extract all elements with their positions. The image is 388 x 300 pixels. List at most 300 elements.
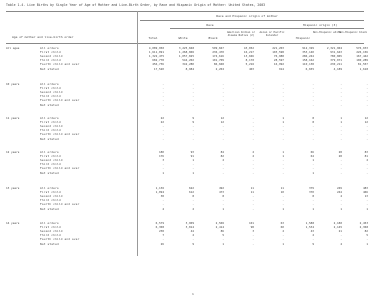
row-label: Second child	[40, 158, 63, 163]
table-cell: -	[282, 162, 284, 167]
table-cell: -	[340, 237, 342, 242]
table-cell: -	[222, 90, 224, 95]
table-cell: 86	[220, 229, 224, 234]
table-cell: 13,046	[243, 54, 254, 59]
table-cell: 43,052	[243, 46, 254, 50]
table-cell: -	[192, 162, 194, 167]
table-cell: -	[366, 86, 368, 91]
table-cell: -	[192, 102, 194, 107]
table-cell: 8	[312, 120, 314, 125]
table-cell: 244	[336, 190, 342, 195]
table-cell: 2,414	[215, 225, 224, 230]
table-top-rule	[6, 11, 364, 12]
table-cell: -	[340, 198, 342, 203]
table-cell: -	[366, 162, 368, 167]
table-cell: 1	[282, 154, 284, 159]
table-cell: 16,992	[273, 62, 284, 67]
table-cell: -	[192, 198, 194, 203]
table-cell: -	[312, 162, 314, 167]
table-cell: 110,138	[302, 62, 314, 67]
table-cell: -	[282, 124, 284, 129]
table-cell: -	[222, 128, 224, 133]
row-label: All orders	[40, 221, 59, 225]
table-cell: -	[340, 136, 342, 141]
table-cell: -	[252, 194, 254, 199]
table-cell: 2	[252, 154, 254, 159]
table-cell: 100,289	[356, 58, 368, 63]
table-cell: -	[222, 198, 224, 203]
table-cell: -	[252, 132, 254, 137]
table-cell: 599,847	[212, 46, 224, 50]
table-cell: 6,308	[155, 225, 164, 230]
table-cell: -	[366, 94, 368, 99]
table-cell: -	[282, 166, 284, 171]
table-cell: 1	[312, 170, 314, 175]
table-cell: 81,557	[357, 62, 368, 67]
table-cell: 8,984	[185, 66, 194, 71]
col-header-black: Black	[208, 36, 218, 40]
table-cell: -	[252, 166, 254, 171]
table-cell: 483	[362, 186, 368, 190]
table-cell: 931,643	[330, 50, 342, 55]
group-header-rule	[140, 20, 364, 21]
table-cell: 226,156	[356, 50, 368, 55]
table-cell: 1,057,825	[178, 54, 194, 59]
table-cell: -	[366, 136, 368, 141]
row-label: First child	[40, 50, 61, 55]
table-cell: 6,579	[155, 221, 164, 225]
table-cell: 456,736	[152, 62, 164, 67]
row-label: Not stated	[40, 206, 59, 211]
table-cell: -	[252, 94, 254, 99]
table-cell: -	[222, 170, 224, 175]
table-cell: -	[222, 237, 224, 242]
table-cell: 1	[340, 116, 342, 120]
page-number: 1	[192, 292, 194, 296]
table-cell: 11	[280, 186, 284, 190]
table-cell: 86,848	[213, 62, 224, 67]
col-header-total: Total	[148, 36, 158, 40]
table-cell: 3,909	[185, 221, 194, 225]
table-cell: -	[282, 94, 284, 99]
table-cell: -	[252, 86, 254, 91]
col-header-non-hispanic-white: Non-Hispanic white	[312, 31, 342, 34]
table-cell: -	[252, 128, 254, 133]
table-cell: -	[282, 158, 284, 163]
table-cell: 353,140	[302, 50, 314, 55]
table-cell: 64	[310, 154, 314, 159]
row-label: Third child	[40, 58, 61, 63]
table-cell: -	[312, 86, 314, 91]
table-cell: 682,778	[152, 58, 164, 63]
table-cell: 780,865	[330, 54, 342, 59]
table-cell: 1,534	[305, 225, 314, 230]
row-label: First child	[40, 120, 61, 125]
row-label: Not stated	[40, 102, 59, 107]
table-cell: -	[162, 90, 164, 95]
table-cell: 914	[278, 66, 284, 71]
table-cell: -	[222, 166, 224, 171]
table-cell: -	[340, 102, 342, 107]
table-cell: 221,203	[272, 46, 284, 50]
table-cell: -	[192, 98, 194, 103]
table-cell: -	[312, 90, 314, 95]
table-cell: -	[282, 98, 284, 103]
table-cell: -	[282, 82, 284, 86]
table-cell: 2	[282, 229, 284, 234]
table-cell: -	[222, 124, 224, 129]
table-cell: 1	[366, 241, 368, 246]
row-label: Fourth child and over	[40, 166, 80, 171]
age-group-label: 10 years	[6, 82, 20, 86]
table-cell: 91	[190, 154, 194, 159]
table-cell: 2	[192, 233, 194, 238]
row-label: Third child	[40, 94, 61, 99]
table-cell: -	[192, 124, 194, 129]
row-label: All orders	[40, 46, 59, 50]
table-cell: 492	[218, 186, 224, 190]
table-cell: 11	[250, 186, 254, 190]
age-group-label: 13 years	[6, 186, 20, 190]
table-cell: 17,520	[153, 66, 164, 71]
table-cell: -	[192, 237, 194, 242]
table-cell: 238	[158, 229, 164, 234]
row-label: All orders	[40, 186, 59, 190]
table-cell: 43	[310, 229, 314, 234]
table-cell: 5	[222, 233, 224, 238]
table-cell: -	[282, 136, 284, 141]
table-cell: 10	[280, 190, 284, 195]
table-cell: -	[340, 166, 342, 171]
table-cell: 4,089,950	[148, 46, 164, 50]
hispanic-origin-header: Hispanic origin (3)	[302, 23, 338, 27]
table-cell: 12	[364, 116, 368, 120]
table-cell: 544,202	[182, 58, 194, 63]
table-cell: -	[340, 170, 342, 175]
table-cell: 13	[364, 194, 368, 199]
table-cell: 82	[364, 229, 368, 234]
table-cell: 1	[312, 206, 314, 211]
table-cell: -	[312, 237, 314, 242]
row-label: First child	[40, 86, 61, 91]
table-cell: 16,217	[243, 50, 254, 55]
table-cell: 8,170	[245, 58, 254, 63]
table-cell: 249	[336, 186, 342, 190]
table-cell: 1	[312, 158, 314, 163]
table-cell: -	[340, 90, 342, 95]
table-cell: -	[340, 158, 342, 163]
table-cell: -	[282, 128, 284, 133]
table-cell: -	[252, 82, 254, 86]
table-cell: 22	[160, 116, 164, 120]
row-label: Not stated	[40, 136, 59, 141]
table-cell: 3	[162, 158, 164, 163]
table-cell: 3,225,848	[178, 46, 194, 50]
table-cell: -	[340, 162, 342, 167]
table-cell: -	[282, 132, 284, 137]
table-cell: -	[192, 128, 194, 133]
table-cell: -	[162, 94, 164, 99]
table-cell: 98	[250, 225, 254, 230]
col-header-asian-pacific: Asian or Pacific Islander	[259, 31, 285, 38]
table-cell: 466	[362, 190, 368, 195]
table-cell: -	[222, 136, 224, 141]
row-label: Fourth child and over	[40, 202, 80, 207]
table-cell: -	[312, 202, 314, 207]
table-cell: 473	[218, 190, 224, 195]
table-cell: -	[252, 170, 254, 175]
col-header-hispanic: Hispanic	[295, 36, 311, 40]
table-cell: -	[312, 166, 314, 171]
row-label: Not stated	[40, 241, 59, 246]
table-cell: 1,588	[305, 221, 314, 225]
table-cell: 2,453	[359, 221, 368, 225]
table-cell: -	[340, 132, 342, 137]
table-cell: -	[162, 82, 164, 86]
table-cell: 403	[248, 66, 254, 71]
table-cell: 28	[338, 150, 342, 154]
table-cell: 1	[192, 170, 194, 175]
table-cell: -	[312, 132, 314, 137]
table-cell: -	[252, 102, 254, 107]
table-cell: -	[366, 237, 368, 242]
table-cell: 8	[312, 194, 314, 199]
table-cell: 2	[192, 206, 194, 211]
table-cell: 1,618	[359, 66, 368, 71]
table-cell: 101	[248, 221, 254, 225]
table-cell: 8	[222, 194, 224, 199]
table-cell: -	[340, 98, 342, 103]
table-cell: -	[192, 136, 194, 141]
table-cell: 2,180	[333, 221, 342, 225]
table-cell: -	[252, 136, 254, 141]
table-cell: 286,244	[302, 54, 314, 59]
table-cell: -	[222, 94, 224, 99]
table-cell: -	[282, 102, 284, 107]
table-cell: 76,988	[273, 54, 284, 59]
table-cell: 9	[192, 116, 194, 120]
table-cell: 1	[222, 241, 224, 246]
table-cell: -	[162, 124, 164, 129]
table-cell: 379,071	[330, 58, 342, 63]
table-cell: -	[252, 233, 254, 238]
table-cell: 1	[282, 206, 284, 211]
table-cell: 230,211	[330, 62, 342, 67]
table-cell: -	[162, 202, 164, 207]
table-cell: -	[252, 124, 254, 129]
table-cell: 622	[188, 186, 194, 190]
row-label: Second child	[40, 194, 63, 199]
table-cell: 2,321,904	[326, 46, 342, 50]
table-cell: -	[282, 170, 284, 175]
table-cell: 12	[364, 120, 368, 125]
table-cell: -	[222, 162, 224, 167]
table-cell: -	[252, 206, 254, 211]
table-cell: -	[252, 120, 254, 125]
table-cell: -	[312, 98, 314, 103]
row-label: Fourth child and over	[40, 237, 80, 242]
table-cell: 4	[340, 241, 342, 246]
table-cell: 3,814	[185, 225, 194, 230]
table-cell: 22	[160, 120, 164, 125]
table-cell: 8	[312, 116, 314, 120]
table-cell: -	[312, 136, 314, 141]
table-cell: 82	[220, 154, 224, 159]
table-cell: 2,202	[215, 66, 224, 71]
table-cell: 6,655	[305, 66, 314, 71]
table-cell: 66	[310, 150, 314, 154]
table-cell: 1	[162, 170, 164, 175]
stub-header: Age of mother and live-birth order	[12, 35, 74, 39]
table-cell: -	[222, 102, 224, 107]
table-cell: -	[162, 128, 164, 133]
table-cell: -	[366, 202, 368, 207]
table-cell: 2,145	[333, 225, 342, 230]
table-cell: 26	[160, 241, 164, 246]
table-cell: 83	[364, 150, 368, 154]
table-cell: 370	[308, 190, 314, 195]
table-cell: -	[340, 82, 342, 86]
table-cell: -	[312, 198, 314, 203]
age-group-label: All ages	[6, 46, 20, 50]
table-cell: -	[366, 90, 368, 95]
table-cell: 93	[190, 150, 194, 154]
table-cell: 84	[220, 150, 224, 154]
table-cell: -	[192, 132, 194, 137]
table-cell: -	[340, 128, 342, 133]
table-cell: -	[366, 198, 368, 203]
table-cell: -	[340, 202, 342, 207]
table-cell: 2	[222, 158, 224, 163]
table-cell: 612	[188, 190, 194, 195]
race-header: Race	[206, 23, 214, 27]
table-cell: 9	[192, 241, 194, 246]
table-cell: 81	[364, 154, 368, 159]
table-cell: -	[366, 166, 368, 171]
table-cell: 8	[192, 194, 194, 199]
table-cell: -	[312, 94, 314, 99]
col-header-american-indian: American Indian or Alaska Native (2)	[226, 31, 256, 38]
table-cell: 1	[282, 241, 284, 246]
table-cell: 2	[252, 150, 254, 154]
table-cell: -	[252, 237, 254, 242]
table-cell: -	[222, 202, 224, 207]
table-cell: 5	[366, 233, 368, 238]
table-cell: -	[366, 102, 368, 107]
col-header-non-hispanic-black: Non-Hispanic black	[338, 31, 368, 34]
table-cell: -	[192, 166, 194, 171]
table-cell: 1	[340, 206, 342, 211]
row-label: Third child	[40, 128, 61, 133]
table-cell: -	[366, 82, 368, 86]
table-cell: -	[162, 132, 164, 137]
table-cell: -	[252, 162, 254, 167]
row-label: Fourth child and over	[40, 98, 80, 103]
table-cell: 576,033	[356, 46, 368, 50]
table-cell: 1	[340, 120, 342, 125]
table-cell: -	[162, 136, 164, 141]
age-group-label: 11 years	[6, 116, 20, 120]
table-cell: 2,368	[359, 225, 368, 230]
table-cell: -	[282, 202, 284, 207]
table-cell: 1,322,475	[148, 54, 164, 59]
table-cell: -	[366, 98, 368, 103]
table-cell: -	[222, 98, 224, 103]
table-cell: 180	[158, 150, 164, 154]
table-cell: 1	[282, 150, 284, 154]
table-cell: 912,329	[302, 46, 314, 50]
table-cell: 1,094	[155, 190, 164, 195]
table-cell: -	[366, 132, 368, 137]
table-cell: 44	[190, 229, 194, 234]
table-cell: 1,136	[155, 186, 164, 190]
table-cell: -	[366, 170, 368, 175]
table-cell: 379	[308, 186, 314, 190]
table-cell: 28,597	[273, 58, 284, 63]
table-cell: -	[192, 94, 194, 99]
table-cell: 7	[162, 233, 164, 238]
table-cell: -	[222, 132, 224, 137]
table-cell: -	[162, 237, 164, 242]
table-cell: 342,280	[182, 62, 194, 67]
age-group-label: 14 years	[6, 221, 20, 225]
table-cell: 174,616	[212, 54, 224, 59]
table-cell: -	[252, 241, 254, 246]
table-cell: 2	[366, 158, 368, 163]
table-cell: 9	[192, 120, 194, 125]
table-cell: -	[252, 116, 254, 120]
table-cell: 158,162	[302, 58, 314, 63]
table-cell: -	[222, 82, 224, 86]
table-cell: 103,598	[272, 50, 284, 55]
table-cell: -	[282, 194, 284, 199]
table-cell: -	[192, 90, 194, 95]
table-cell: -	[340, 124, 342, 129]
age-group-label: 12 years	[6, 150, 20, 154]
table-cell: 38	[160, 194, 164, 199]
row-label: Third child	[40, 233, 61, 238]
table-cell: 28	[338, 154, 342, 159]
table-cell: 11	[250, 190, 254, 195]
table-cell: 3	[252, 229, 254, 234]
table-cell: -	[282, 233, 284, 238]
table-cell: -	[162, 102, 164, 107]
table-cell: 1	[192, 158, 194, 163]
row-label: Not stated	[40, 66, 59, 71]
row-label: Second child	[40, 54, 63, 59]
table-cell: -	[340, 94, 342, 99]
table-cell: 1	[282, 120, 284, 125]
table-cell: -	[162, 162, 164, 167]
table-cell: 2	[312, 233, 314, 238]
table-cell: -	[252, 198, 254, 203]
row-label: First child	[40, 154, 61, 159]
table-cell: -	[192, 202, 194, 207]
header-bottom-rule	[6, 43, 364, 44]
row-label: All orders	[40, 116, 59, 120]
row-label: Fourth child and over	[40, 132, 80, 137]
table-cell: -	[162, 166, 164, 171]
table-cell: -	[192, 82, 194, 86]
table-cell: -	[312, 124, 314, 129]
row-label: First child	[40, 190, 61, 195]
table-cell: -	[162, 86, 164, 91]
row-label: First child	[40, 225, 61, 230]
row-label: All orders	[40, 150, 59, 154]
table-cell: -	[282, 198, 284, 203]
table-cell: -	[162, 198, 164, 203]
table-cell: 1,611,091	[148, 50, 164, 55]
